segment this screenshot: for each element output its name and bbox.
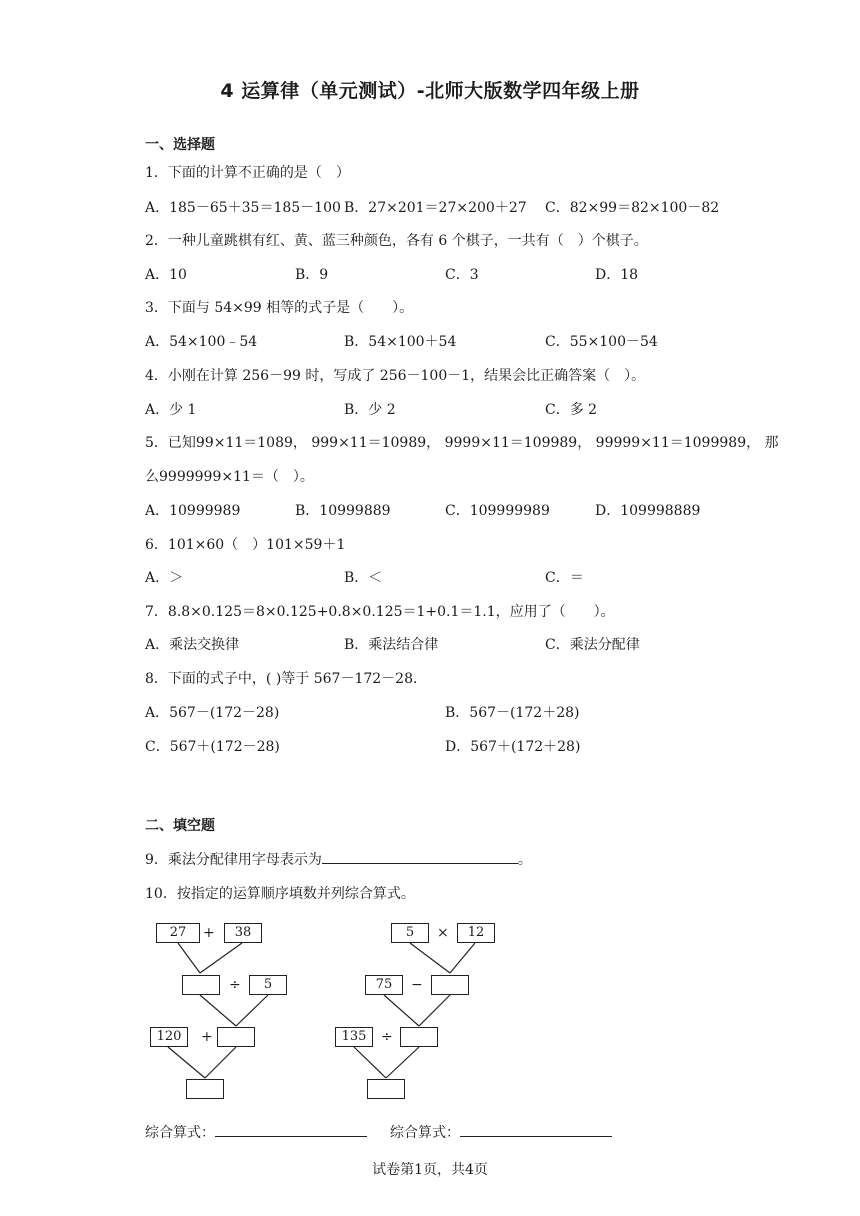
- page-title: 4 运算律（单元测试）-北师大版数学四年级上册: [220, 80, 640, 102]
- combined-label-2: 综合算式：: [390, 1125, 460, 1141]
- q1-option-b: B．27×201＝27×200＋27: [344, 200, 527, 216]
- d2-blank-box-1[interactable]: [431, 975, 469, 995]
- d1-box-120: 120: [150, 1027, 188, 1047]
- q1-option-a: A．185－65＋35＝185－100: [145, 200, 341, 216]
- q5-option-a: A．10999989: [145, 503, 241, 519]
- d2-operator-divide: ÷: [381, 1029, 393, 1045]
- page-footer: 试卷第1页，共4页: [372, 1162, 488, 1178]
- q8-option-a: A．567－(172－28): [145, 705, 280, 721]
- question-9-stem: 9．乘法分配律用字母表示为: [145, 852, 322, 868]
- d1-operator-divide: ÷: [229, 977, 241, 993]
- d1-result-box[interactable]: [186, 1079, 224, 1099]
- question-6-stem: 6．101×60（ ）101×59＋1: [145, 537, 346, 553]
- d2-box-135: 135: [335, 1027, 373, 1047]
- q6-option-c: C．＝: [545, 570, 584, 586]
- q3-option-c: C．55×100－54: [545, 334, 658, 350]
- q3-option-a: A．54×100﹣54: [145, 334, 258, 350]
- question-3-stem: 3．下面与 54×99 相等的式子是（ ）。: [145, 300, 414, 316]
- q5-option-b: B．10999889: [295, 503, 391, 519]
- question-10-stem: 10．按指定的运算顺序填数并列综合算式。: [145, 886, 415, 902]
- q2-option-a: A．10: [145, 267, 187, 283]
- question-4-stem: 4．小刚在计算 256－99 时，写成了 256－100－1，结果会比正确答案（ ）。: [145, 368, 646, 384]
- d2-box-12: 12: [457, 923, 495, 943]
- q7-option-b: B．乘法结合律: [344, 637, 439, 653]
- q7-option-c: C．乘法分配律: [545, 637, 640, 653]
- question-8-stem: 8．下面的式子中，( )等于 567－172－28．: [145, 671, 427, 687]
- q4-option-c: C．多 2: [545, 402, 598, 418]
- question-7-stem: 7．8.8×0.125＝8×0.125+0.8×0.125＝1+0.1＝1.1，应用了（ ）。: [145, 604, 615, 620]
- combined-formula-1: [145, 1122, 367, 1143]
- q6-option-a: A．＞: [145, 570, 184, 586]
- combined-answer-blank-2[interactable]: [460, 1122, 612, 1137]
- section-heading-fill: 二、填空题: [145, 818, 215, 834]
- d2-blank-box-2[interactable]: [400, 1027, 438, 1047]
- combined-formula-2: [390, 1122, 612, 1143]
- combined-answer-blank-1[interactable]: [215, 1122, 367, 1137]
- q3-option-b: B．54×100＋54: [344, 334, 457, 350]
- d2-result-box[interactable]: [367, 1079, 405, 1099]
- d2-operator-times: ×: [437, 925, 449, 941]
- q8-option-c: C．567＋(172－28): [145, 739, 280, 755]
- q2-option-b: B．9: [295, 267, 329, 283]
- q1-option-c: C．82×99＝82×100－82: [545, 200, 720, 216]
- question-5-stem-continued: 么9999999×11＝（ ）。: [145, 469, 314, 485]
- d1-operator-plus: +: [203, 925, 215, 941]
- q5-option-c: C．109999989: [445, 503, 550, 519]
- section-heading-choice: 一、选择题: [145, 137, 215, 153]
- question-5-stem: 5．已知99×11＝1089， 999×11＝10989， 9999×11＝109989， 99999×11＝1099989， 那: [145, 435, 779, 451]
- d1-blank-box-1[interactable]: [182, 975, 220, 995]
- d1-operator-plus-2: +: [201, 1029, 213, 1045]
- d2-box-75: 75: [365, 975, 403, 995]
- q2-option-c: C．3: [445, 267, 479, 283]
- d1-box-5: 5: [249, 975, 287, 995]
- question-9-end: 。: [517, 852, 532, 868]
- question-1-stem: 1．下面的计算不正确的是（ ）: [145, 165, 350, 181]
- q8-option-d: D．567＋(172＋28): [445, 739, 581, 755]
- q8-option-b: B．567－(172＋28): [445, 705, 580, 721]
- q2-option-d: D．18: [595, 267, 639, 283]
- q4-option-a: A．少 1: [145, 402, 197, 418]
- d1-box-27: 27: [156, 923, 200, 943]
- q6-option-b: B．＜: [344, 570, 383, 586]
- q4-option-b: B．少 2: [344, 402, 396, 418]
- q5-option-d: D．109998889: [595, 503, 701, 519]
- question-2-stem: 2．一种儿童跳棋有红、黄、蓝三种颜色，各有 6 个棋子，一共有（ ）个棋子。: [145, 233, 648, 249]
- combined-label-1: 综合算式：: [145, 1125, 215, 1141]
- d1-box-38: 38: [224, 923, 262, 943]
- d2-operator-minus: −: [411, 977, 423, 993]
- q7-option-a: A．乘法交换律: [145, 637, 240, 653]
- d2-box-5: 5: [391, 923, 429, 943]
- d1-blank-box-2[interactable]: [217, 1027, 255, 1047]
